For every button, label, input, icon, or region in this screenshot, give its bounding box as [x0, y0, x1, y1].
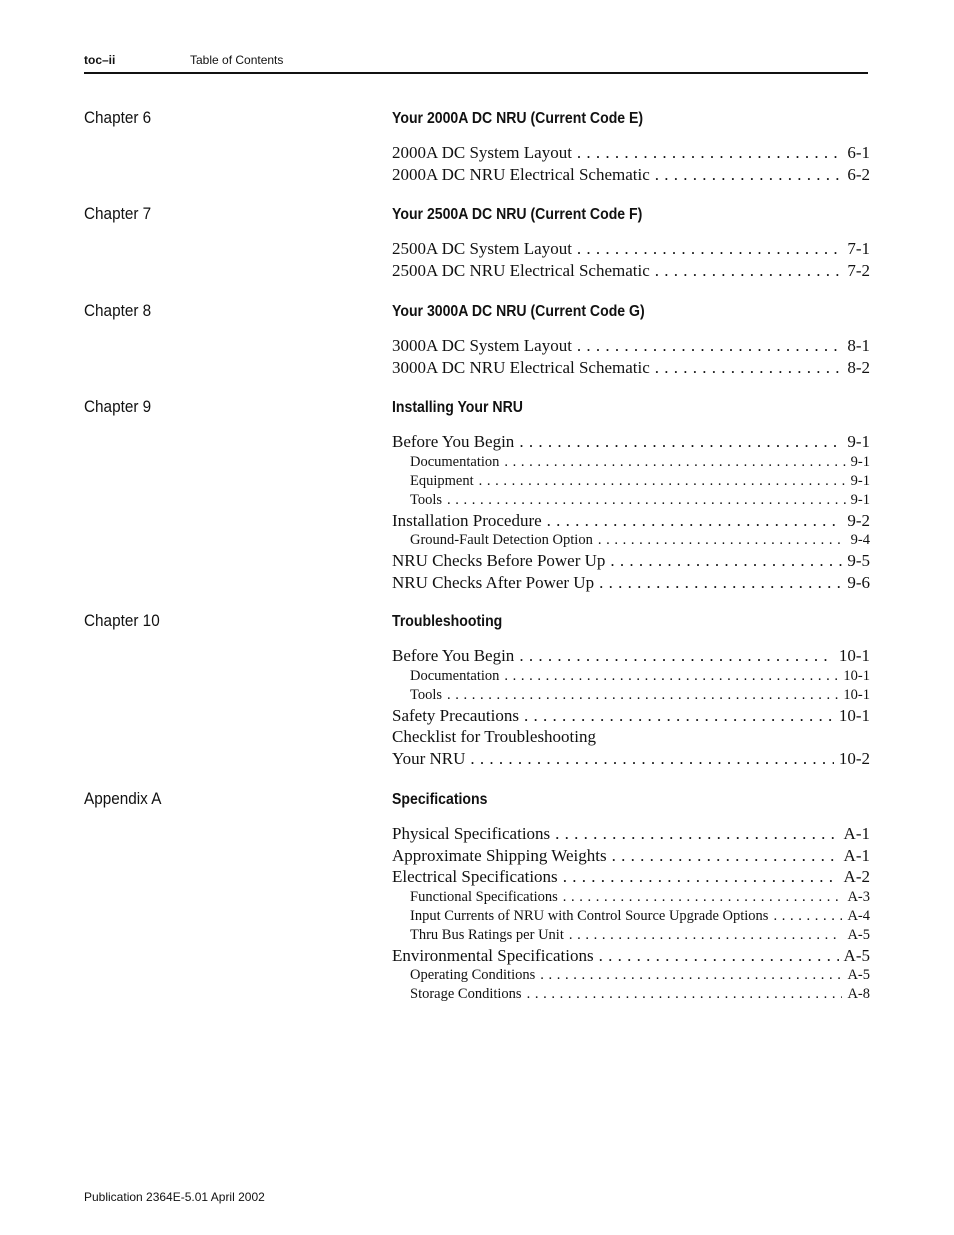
entry-text: Equipment [410, 472, 474, 489]
toc-entry[interactable] [392, 705, 870, 727]
entry-text: 2500A DC NRU Electrical Schematic [392, 260, 650, 280]
dot-leader [547, 510, 843, 532]
page-ref: 10-1 [843, 686, 870, 703]
toc-entry[interactable] [392, 238, 870, 260]
dot-leader [524, 705, 834, 727]
section-title: Installing Your NRU [392, 399, 523, 416]
page-ref: A-5 [843, 945, 870, 965]
dot-leader [563, 866, 839, 888]
toc-entry[interactable] [392, 510, 870, 532]
toc-entry[interactable] [392, 572, 870, 594]
section-title: Your 2000A DC NRU (Current Code E) [392, 110, 644, 127]
page-ref: 6-2 [847, 164, 870, 184]
dot-leader [563, 888, 843, 907]
toc-subentry[interactable] [392, 491, 870, 510]
page-ref: 9-5 [847, 551, 870, 570]
page-ref: 8-2 [847, 357, 870, 377]
chapter-label: Appendix A [84, 789, 162, 808]
page-ref: 10-1 [843, 667, 870, 684]
entry-text: Tools [410, 686, 443, 703]
page-ref: 9-6 [847, 572, 870, 592]
toc-entry-list [392, 823, 870, 1004]
page-ref: 7-1 [847, 239, 870, 258]
dot-leader [479, 472, 846, 491]
page-ref: 8-1 [847, 336, 870, 355]
chapter-label: Chapter 9 [84, 397, 152, 416]
toc-entry[interactable] [392, 260, 870, 282]
dot-leader [610, 550, 842, 572]
toc-entry-list [392, 142, 870, 185]
dot-leader [519, 645, 834, 667]
section-title: Your 2500A DC NRU (Current Code F) [392, 206, 643, 223]
toc-entry[interactable] [392, 823, 870, 845]
page-ref: 9-1 [850, 472, 870, 489]
page-ref: 9-2 [847, 510, 870, 530]
entry-text: Documentation [410, 667, 500, 684]
entry-text: Before You Begin [392, 432, 515, 451]
entry-text: Tools [410, 491, 443, 508]
toc-subentry[interactable] [392, 985, 870, 1004]
page-ref: A-4 [847, 907, 870, 924]
chapter-label: Chapter 10 [84, 611, 160, 630]
toc-subentry[interactable] [392, 888, 870, 907]
dot-leader [598, 531, 846, 550]
publication-footer: Publication 2364E-5.01 April 2002 [84, 1190, 265, 1204]
toc-entry[interactable] [392, 945, 870, 967]
dot-leader [504, 667, 838, 686]
entry-text: Your NRU [392, 748, 466, 768]
dot-leader [504, 453, 845, 472]
toc-entry[interactable] [392, 164, 870, 186]
entry-text: Environmental Specifications [392, 945, 594, 965]
entry-text: Operating Conditions [410, 967, 536, 983]
page-ref: A-5 [847, 926, 870, 943]
page-ref: A-1 [843, 845, 870, 865]
toc-subentry[interactable] [392, 472, 870, 491]
entry-text: Safety Precautions [392, 705, 519, 725]
entry-text: Thru Bus Ratings per Unit [410, 926, 564, 943]
entry-text: Checklist for Troubleshooting [392, 727, 597, 746]
toc-entry[interactable] [392, 357, 870, 379]
entry-text: NRU Checks After Power Up [392, 572, 595, 592]
toc-subentry[interactable] [392, 686, 870, 705]
page-ref: 10-1 [838, 705, 870, 725]
toc-entry[interactable] [392, 431, 870, 453]
entry-text: Installation Procedure [392, 510, 542, 530]
page-ref: 7-2 [847, 260, 870, 280]
dot-leader [655, 357, 843, 379]
entry-text: Functional Specifications [410, 888, 558, 905]
entry-text: Documentation [410, 453, 500, 470]
dot-leader [599, 572, 842, 594]
entry-text: 3000A DC System Layout [392, 336, 572, 355]
dot-leader [577, 142, 842, 164]
page-ref: 10-1 [838, 646, 870, 665]
page-header [84, 52, 868, 74]
page-ref: 9-1 [850, 453, 870, 470]
entry-text: Before You Begin [392, 646, 515, 665]
section-title: Your 3000A DC NRU (Current Code G) [392, 303, 645, 320]
entry-text: 2000A DC System Layout [392, 143, 572, 162]
page-ref: 9-1 [847, 432, 870, 451]
toc-subentry[interactable] [392, 926, 870, 945]
page-ref: 6-1 [847, 143, 870, 162]
dot-leader [447, 491, 846, 510]
dot-leader [599, 945, 839, 967]
section-title: Specifications [392, 791, 488, 808]
toc-subentry[interactable] [392, 966, 870, 985]
entry-text: Physical Specifications [392, 824, 551, 843]
toc-entry[interactable] [392, 866, 870, 888]
page-number-label: toc–ii [84, 53, 116, 67]
toc-entry[interactable] [392, 142, 870, 164]
page-ref: A-2 [843, 867, 870, 886]
chapter-label: Chapter 8 [84, 301, 152, 320]
dot-leader [577, 335, 842, 357]
dot-leader [447, 686, 838, 705]
toc-subentry[interactable] [392, 907, 870, 926]
entry-text: Input Currents of NRU with Control Source Upgrade Options [410, 907, 769, 924]
toc-entry[interactable] [392, 845, 870, 867]
toc-entry-list [392, 335, 870, 378]
entry-text: Approximate Shipping Weights [392, 845, 607, 865]
page-ref: 9-4 [850, 532, 870, 548]
toc-entry-list [392, 431, 870, 593]
chapter-label: Chapter 6 [84, 108, 152, 127]
entry-text: Electrical Specifications [392, 867, 558, 886]
page-ref: A-8 [847, 986, 870, 1002]
toc-subentry[interactable] [392, 667, 870, 686]
toc-subentry[interactable] [392, 453, 870, 472]
dot-leader [773, 907, 842, 926]
page-ref: A-5 [847, 967, 870, 983]
page-ref: 10-2 [838, 748, 870, 768]
header-title: Table of Contents [190, 53, 284, 67]
entry-text: 2500A DC System Layout [392, 239, 572, 258]
chapter-label: Chapter 7 [84, 204, 152, 223]
toc-entry[interactable] [392, 550, 870, 572]
page-ref: 9-1 [850, 491, 870, 508]
toc-entry[interactable] [392, 748, 870, 770]
toc-subentry[interactable] [392, 531, 870, 550]
toc-entry[interactable] [392, 726, 870, 748]
toc-entry-list [392, 238, 870, 281]
dot-leader [655, 260, 843, 282]
dot-leader [655, 164, 843, 186]
dot-leader [519, 431, 842, 453]
toc-entry[interactable] [392, 335, 870, 357]
entry-text: Ground-Fault Detection Option [410, 532, 593, 548]
dot-leader [555, 823, 838, 845]
entry-text: 3000A DC NRU Electrical Schematic [392, 357, 650, 377]
toc-entry[interactable] [392, 645, 870, 667]
entry-text: 2000A DC NRU Electrical Schematic [392, 164, 650, 184]
dot-leader [470, 748, 833, 770]
dot-leader [612, 845, 839, 867]
section-title: Troubleshooting [392, 613, 503, 630]
entry-text: Storage Conditions [410, 986, 522, 1002]
dot-leader [577, 238, 842, 260]
dot-leader [569, 926, 843, 945]
dot-leader [527, 985, 843, 1004]
entry-text: NRU Checks Before Power Up [392, 551, 606, 570]
dot-leader [540, 966, 842, 985]
page-ref: A-1 [843, 824, 870, 843]
page-ref: A-3 [847, 888, 870, 905]
toc-entry-list [392, 645, 870, 769]
